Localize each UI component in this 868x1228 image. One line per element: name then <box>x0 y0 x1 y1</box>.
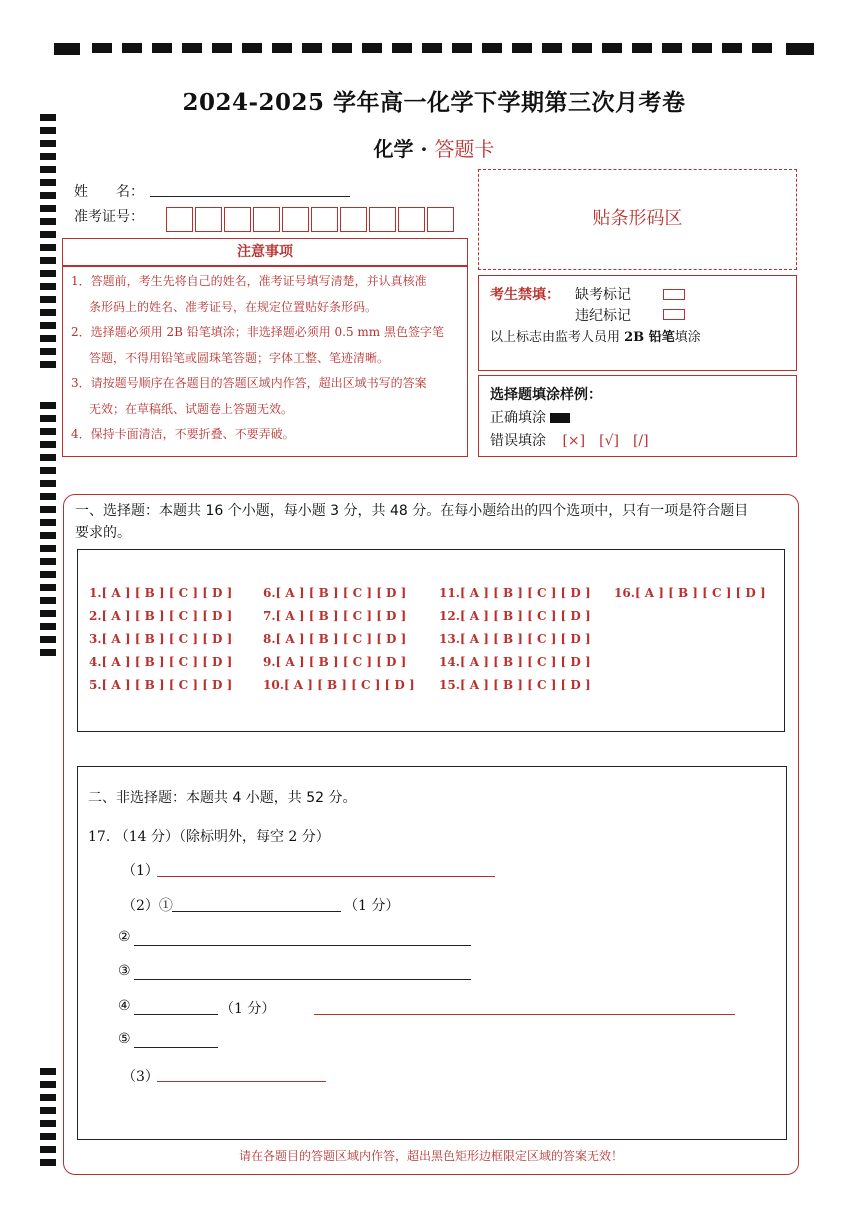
section1-title-line2: 要求的。 <box>75 525 131 541</box>
forbidden-note-prefix: 以上标志由监考人员用 <box>490 330 625 345</box>
question-15[interactable]: 15.[ A ] [ B ] [ C ] [ D ] <box>439 678 591 692</box>
forbidden-note-suffix: 填涂 <box>674 330 701 345</box>
id-cell[interactable] <box>253 207 280 232</box>
id-cell[interactable] <box>195 207 222 232</box>
q17-part2-1-answer-line[interactable] <box>172 911 341 912</box>
question-16[interactable]: 16.[ A ] [ B ] [ C ] [ D ] <box>614 586 766 600</box>
barcode-label: 贴条形码区 <box>592 208 683 229</box>
q17-part3-label: （3） <box>122 1069 159 1085</box>
id-cell[interactable] <box>282 207 309 232</box>
absent-mark-box[interactable] <box>663 289 685 300</box>
q17-header: 17. （14 分）（除标明外，每空 2 分） <box>88 829 330 845</box>
section1-title-line1: 一、选择题：本题共 16 个小题，每小题 3 分，共 48 分。在每小题给出的四个选项中，只有一项是符合题目 <box>75 503 749 519</box>
id-cell[interactable] <box>224 207 251 232</box>
question-12[interactable]: 12.[ A ] [ B ] [ C ] [ D ] <box>439 609 591 623</box>
question-5[interactable]: 5.[ A ] [ B ] [ C ] [ D ] <box>89 678 233 692</box>
question-8[interactable]: 8.[ A ] [ B ] [ C ] [ D ] <box>263 632 407 646</box>
q17-part2-5-label: ⑤ <box>118 1031 131 1047</box>
notice-item: 3．请按题号顺序在各题目的答题区域内作答，超出区域书写的答案 <box>71 376 427 390</box>
wrong-fill-marks: [×] [√] [/] <box>562 433 649 449</box>
name-input-line[interactable] <box>150 196 350 197</box>
absent-mark-label: 缺考标记 <box>575 287 631 303</box>
wrong-fill-label: 错误填涂 <box>490 433 546 449</box>
notice-item: 答题，不得用铅笔或圆珠笔答题；字体工整、笔迹清晰。 <box>89 350 390 365</box>
fill-example-title: 选择题填涂样例： <box>490 387 602 403</box>
q17-part1-answer-line[interactable] <box>157 876 495 877</box>
notice-item: 1．答题前，考生先将自己的姓名，准考证号填写清楚，并认真核准 <box>71 274 427 288</box>
q17-part2-4-answer-line[interactable] <box>134 1014 218 1015</box>
footer-warning: 请在各题目的答题区域内作答，超出黑色矩形边框限定区域的答案无效！ <box>238 1149 623 1163</box>
id-cell[interactable] <box>398 207 425 232</box>
correct-fill-row <box>490 407 570 427</box>
violation-mark-label: 违纪标记 <box>575 308 631 324</box>
nonchoice-answer-box <box>77 766 787 1140</box>
q17-part2-4-label: ④ <box>118 998 131 1014</box>
q17-part2-1-score: （1 分） <box>344 898 400 914</box>
q17-part2-4-score: （1 分） <box>220 1001 276 1017</box>
subtitle-subject: 化学 · <box>373 137 435 161</box>
id-cell[interactable] <box>311 207 338 232</box>
section1-title <box>75 500 797 544</box>
q17-part2-3-answer-line[interactable] <box>134 979 471 980</box>
forbidden-title: 考生禁填： <box>490 287 560 303</box>
question-2[interactable]: 2.[ A ] [ B ] [ C ] [ D ] <box>89 609 233 623</box>
id-cell[interactable] <box>369 207 396 232</box>
fill-example-box <box>478 375 797 457</box>
question-9[interactable]: 9.[ A ] [ B ] [ C ] [ D ] <box>263 655 407 669</box>
notice-item: 无效；在草稿纸、试题卷上答题无效。 <box>89 401 294 416</box>
notice-title: 注意事项 <box>237 244 293 260</box>
id-cell[interactable] <box>340 207 367 232</box>
id-label: 准考证号： <box>74 209 144 225</box>
barcode-area[interactable] <box>478 169 797 270</box>
notice-box <box>62 266 468 457</box>
section2-title: 二、非选择题：本题共 4 小题，共 52 分。 <box>88 790 357 806</box>
filled-sample-icon <box>550 413 570 423</box>
card-subtitle <box>0 133 868 162</box>
wrong-fill-row <box>490 430 649 450</box>
q17-part2-2-answer-line[interactable] <box>134 945 471 946</box>
q17-part3-answer-line[interactable] <box>157 1081 326 1082</box>
q17-part1-label: （1） <box>122 863 159 879</box>
notice-item: 4．保持卡面清洁，不要折叠、不要弄破。 <box>71 427 295 441</box>
examinee-forbidden-box <box>478 275 797 371</box>
notice-item: 2．选择题必须用 2B 铅笔填涂；非选择题必须用 0.5 mm 黑色签字笔 <box>71 325 445 339</box>
q17-part2-3-label: ③ <box>118 963 131 979</box>
question-13[interactable]: 13.[ A ] [ B ] [ C ] [ D ] <box>439 632 591 646</box>
notice-item: 条形码上的姓名、准考证号，在规定位置贴好条形码。 <box>89 299 378 314</box>
page-title: 2024-2025 学年高一化学下学期第三次月考卷 <box>182 89 686 116</box>
forbidden-note-bold: 2B 铅笔 <box>624 330 675 345</box>
question-6[interactable]: 6.[ A ] [ B ] [ C ] [ D ] <box>263 586 407 600</box>
question-7[interactable]: 7.[ A ] [ B ] [ C ] [ D ] <box>263 609 407 623</box>
question-1[interactable]: 1.[ A ] [ B ] [ C ] [ D ] <box>89 586 233 600</box>
q17-part2-2-label: ② <box>118 929 131 945</box>
question-4[interactable]: 4.[ A ] [ B ] [ C ] [ D ] <box>89 655 233 669</box>
id-cell[interactable] <box>166 207 193 232</box>
correct-fill-label: 正确填涂 <box>490 410 546 426</box>
question-3[interactable]: 3.[ A ] [ B ] [ C ] [ D ] <box>89 632 233 646</box>
subtitle-answer-card: 答题卡 <box>434 137 495 161</box>
question-14[interactable]: 14.[ A ] [ B ] [ C ] [ D ] <box>439 655 591 669</box>
question-10[interactable]: 10.[ A ] [ B ] [ C ] [ D ] <box>263 678 415 692</box>
name-label: 姓 名： <box>74 184 144 200</box>
id-cell[interactable] <box>427 207 454 232</box>
q17-part2-5-answer-line[interactable] <box>134 1047 218 1048</box>
question-11[interactable]: 11.[ A ] [ B ] [ C ] [ D ] <box>439 586 591 600</box>
q17-part2-4-extra-line[interactable] <box>314 1014 735 1015</box>
forbidden-note <box>490 326 701 345</box>
q17-part2-label: （2）① <box>122 898 173 914</box>
violation-mark-box[interactable] <box>663 309 685 320</box>
